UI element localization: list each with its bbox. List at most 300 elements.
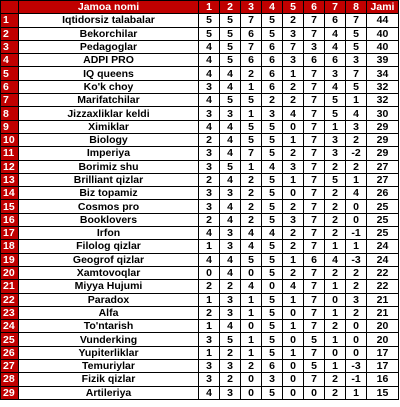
round-7-score: 4 (325, 80, 346, 93)
table-row (1, 346, 399, 359)
table-row (1, 240, 399, 253)
round-8-score: 0 (346, 213, 367, 226)
round-1-score: 5 (199, 14, 220, 27)
table-row (1, 14, 399, 27)
round-5-score: 2 (283, 14, 304, 27)
round-8-score: 7 (346, 14, 367, 27)
rank-cell: 13 (1, 173, 19, 186)
total-score-cell: 25 (367, 213, 399, 226)
round-5-score: 1 (283, 293, 304, 306)
round-6-score: 7 (304, 266, 325, 279)
round-8-score: 1 (346, 173, 367, 186)
rank-cell: 24 (1, 320, 19, 333)
round-3-score: 7 (241, 40, 262, 53)
round-1-score: 3 (199, 373, 220, 386)
team-name-cell: Artileriya (19, 386, 199, 399)
table-row (1, 160, 399, 173)
round-2-score: 3 (220, 227, 241, 240)
round-2-score: 4 (220, 253, 241, 266)
round-1-score: 4 (199, 253, 220, 266)
total-score-cell: 40 (367, 40, 399, 53)
round-8-score: 5 (346, 27, 367, 40)
round-6-score: 6 (304, 253, 325, 266)
round-7-score: 3 (325, 147, 346, 160)
team-name-cell: Irfon (19, 227, 199, 240)
rank-cell: 4 (1, 54, 19, 67)
round-5-score: 3 (283, 27, 304, 40)
round-3-score: 5 (241, 133, 262, 146)
rank-cell: 5 (1, 67, 19, 80)
round-3-score: 2 (241, 173, 262, 186)
round-5-score: 2 (283, 200, 304, 213)
round-8-score: 1 (346, 240, 367, 253)
table-row (1, 173, 399, 186)
round-6-score: 7 (304, 80, 325, 93)
round-8-score: -3 (346, 360, 367, 373)
round-6-score: 7 (304, 27, 325, 40)
total-score-cell: 34 (367, 67, 399, 80)
round-8-score: 1 (346, 386, 367, 399)
round-3-score: 4 (241, 227, 262, 240)
round-8-score: 2 (346, 160, 367, 173)
round-5-score: 3 (283, 54, 304, 67)
round-1-score: 3 (199, 80, 220, 93)
team-name-cell: IQ queens (19, 67, 199, 80)
round-7-score: 1 (325, 306, 346, 319)
round-3-score: 2 (241, 187, 262, 200)
round-4-score: 5 (262, 320, 283, 333)
round-5-score: 0 (283, 306, 304, 319)
team-name-cell: Jizzaxliklar keldi (19, 107, 199, 120)
round-7-score: 6 (325, 14, 346, 27)
team-name-cell: Temuriylar (19, 360, 199, 373)
rank-cell: 27 (1, 360, 19, 373)
round-2-score: 5 (220, 160, 241, 173)
round-1-score: 3 (199, 107, 220, 120)
total-score-cell: 16 (367, 373, 399, 386)
team-name-cell: Brilliant qizlar (19, 173, 199, 186)
total-score-cell: 21 (367, 293, 399, 306)
round-4-score: 5 (262, 333, 283, 346)
table-header (1, 1, 399, 14)
round-1-score: 2 (199, 133, 220, 146)
team-name-cell: Vunderking (19, 333, 199, 346)
round-4-score: 5 (262, 187, 283, 200)
round-5-score: 2 (283, 94, 304, 107)
round-6-score: 5 (304, 360, 325, 373)
total-score-cell: 20 (367, 320, 399, 333)
round-4-score: 3 (262, 373, 283, 386)
round-2-score: 3 (220, 240, 241, 253)
round-4-score: 6 (262, 360, 283, 373)
round-4-score: 5 (262, 133, 283, 146)
header-round-6: 6 (304, 1, 325, 14)
table-row (1, 94, 399, 107)
round-2-score: 3 (220, 306, 241, 319)
round-1-score: 2 (199, 213, 220, 226)
round-5-score: 2 (283, 266, 304, 279)
total-score-cell: 44 (367, 14, 399, 27)
round-1-score: 3 (199, 160, 220, 173)
round-8-score: -1 (346, 373, 367, 386)
round-6-score: 7 (304, 280, 325, 293)
table-row (1, 266, 399, 279)
round-2-score: 4 (220, 133, 241, 146)
table-row (1, 133, 399, 146)
round-7-score: 2 (325, 373, 346, 386)
team-name-cell: ADPI PRO (19, 54, 199, 67)
round-2-score: 4 (220, 266, 241, 279)
round-8-score: 5 (346, 80, 367, 93)
round-8-score: 3 (346, 54, 367, 67)
round-1-score: 4 (199, 227, 220, 240)
rank-cell: 26 (1, 346, 19, 359)
rank-cell: 14 (1, 187, 19, 200)
round-2-score: 2 (220, 280, 241, 293)
round-5-score: 2 (283, 240, 304, 253)
team-name-cell: Bekorchilar (19, 27, 199, 40)
round-4-score: 5 (262, 346, 283, 359)
table-row (1, 27, 399, 40)
round-6-score: 7 (304, 293, 325, 306)
round-5-score: 3 (283, 160, 304, 173)
rank-cell: 20 (1, 266, 19, 279)
round-4-score: 5 (262, 306, 283, 319)
header-round-3: 3 (241, 1, 262, 14)
round-7-score: 5 (325, 107, 346, 120)
round-4-score: 5 (262, 213, 283, 226)
round-4-score: 6 (262, 40, 283, 53)
round-1-score: 4 (199, 94, 220, 107)
round-5-score: 2 (283, 147, 304, 160)
round-1-score: 2 (199, 173, 220, 186)
round-3-score: 1 (241, 107, 262, 120)
round-5-score: 1 (283, 346, 304, 359)
round-1-score: 3 (199, 200, 220, 213)
total-score-cell: 27 (367, 173, 399, 186)
rank-cell: 11 (1, 147, 19, 160)
round-6-score: 7 (304, 120, 325, 133)
round-2-score: 3 (220, 187, 241, 200)
team-name-cell: Xamtovoqlar (19, 266, 199, 279)
round-6-score: 7 (304, 160, 325, 173)
round-3-score: 5 (241, 253, 262, 266)
round-8-score: -2 (346, 147, 367, 160)
round-3-score: 0 (241, 386, 262, 399)
header-round-5: 5 (283, 1, 304, 14)
round-4-score: 4 (262, 160, 283, 173)
round-6-score: 7 (304, 227, 325, 240)
round-7-score: 2 (325, 200, 346, 213)
round-6-score: 0 (304, 386, 325, 399)
round-5-score: 1 (283, 67, 304, 80)
total-score-cell: 29 (367, 147, 399, 160)
round-4-score: 5 (262, 200, 283, 213)
round-8-score: 4 (346, 107, 367, 120)
total-score-cell: 24 (367, 253, 399, 266)
total-score-cell: 29 (367, 133, 399, 146)
round-8-score: 0 (346, 200, 367, 213)
rank-cell: 6 (1, 80, 19, 93)
team-name-cell: Paradox (19, 293, 199, 306)
table-row (1, 253, 399, 266)
total-score-cell: 15 (367, 386, 399, 399)
round-8-score: 0 (346, 320, 367, 333)
team-name-cell: Iqtidorsiz talabalar (19, 14, 199, 27)
round-8-score: 3 (346, 120, 367, 133)
round-3-score: 1 (241, 293, 262, 306)
round-1-score: 3 (199, 147, 220, 160)
round-1-score: 4 (199, 54, 220, 67)
rank-cell: 3 (1, 40, 19, 53)
rank-cell: 1 (1, 14, 19, 27)
rank-cell: 15 (1, 200, 19, 213)
round-7-score: 2 (325, 320, 346, 333)
round-3-score: 2 (241, 200, 262, 213)
rank-cell: 19 (1, 253, 19, 266)
round-2-score: 3 (220, 386, 241, 399)
round-4-score: 5 (262, 147, 283, 160)
team-name-cell: Geogrof qizlar (19, 253, 199, 266)
table-row (1, 293, 399, 306)
round-7-score: 2 (325, 160, 346, 173)
round-8-score: 2 (346, 280, 367, 293)
round-5-score: 0 (283, 386, 304, 399)
round-8-score: 7 (346, 67, 367, 80)
round-2-score: 4 (220, 67, 241, 80)
table-row (1, 386, 399, 399)
round-6-score: 7 (304, 306, 325, 319)
table-row (1, 54, 399, 67)
rank-cell: 9 (1, 120, 19, 133)
round-1-score: 1 (199, 293, 220, 306)
team-name-cell: Ko'k choy (19, 80, 199, 93)
round-1-score: 3 (199, 333, 220, 346)
total-score-cell: 39 (367, 54, 399, 67)
round-4-score: 2 (262, 94, 283, 107)
round-8-score: 4 (346, 187, 367, 200)
round-8-score: 2 (346, 306, 367, 319)
round-6-score: 7 (304, 107, 325, 120)
round-2-score: 5 (220, 94, 241, 107)
round-4-score: 5 (262, 240, 283, 253)
round-2-score: 3 (220, 360, 241, 373)
round-1-score: 2 (199, 280, 220, 293)
team-name-cell: Biology (19, 133, 199, 146)
header-rank (1, 1, 19, 14)
header-round-7: 7 (325, 1, 346, 14)
round-7-score: 6 (325, 54, 346, 67)
round-2-score: 4 (220, 80, 241, 93)
rank-cell: 25 (1, 333, 19, 346)
round-4-score: 5 (262, 253, 283, 266)
rank-cell: 16 (1, 213, 19, 226)
round-5-score: 0 (283, 360, 304, 373)
header-team: Jamoa nomi (19, 1, 199, 14)
round-6-score: 6 (304, 54, 325, 67)
round-8-score: 2 (346, 133, 367, 146)
round-7-score: 1 (325, 360, 346, 373)
round-8-score: 1 (346, 94, 367, 107)
round-2-score: 5 (220, 333, 241, 346)
round-1-score: 4 (199, 386, 220, 399)
table-row (1, 40, 399, 53)
table-row (1, 320, 399, 333)
round-1-score: 5 (199, 27, 220, 40)
round-3-score: 7 (241, 147, 262, 160)
round-6-score: 7 (304, 200, 325, 213)
round-2-score: 5 (220, 54, 241, 67)
header-row (1, 1, 399, 14)
round-4-score: 5 (262, 14, 283, 27)
rank-cell: 2 (1, 27, 19, 40)
rank-cell: 18 (1, 240, 19, 253)
table-body (1, 14, 399, 400)
round-3-score: 1 (241, 160, 262, 173)
team-name-cell: Miyya Hujumi (19, 280, 199, 293)
round-5-score: 1 (283, 173, 304, 186)
total-score-cell: 20 (367, 333, 399, 346)
round-6-score: 7 (304, 173, 325, 186)
rank-cell: 10 (1, 133, 19, 146)
round-5-score: 7 (283, 40, 304, 53)
round-1-score: 4 (199, 120, 220, 133)
total-score-cell: 32 (367, 94, 399, 107)
round-4-score: 5 (262, 27, 283, 40)
round-1-score: 2 (199, 306, 220, 319)
round-7-score: 1 (325, 280, 346, 293)
team-name-cell: Pedagoglar (19, 40, 199, 53)
round-3-score: 1 (241, 306, 262, 319)
round-3-score: 2 (241, 213, 262, 226)
rank-cell: 8 (1, 107, 19, 120)
round-2-score: 3 (220, 107, 241, 120)
round-4-score: 5 (262, 120, 283, 133)
round-2-score: 5 (220, 14, 241, 27)
round-5-score: 2 (283, 227, 304, 240)
team-name-cell: Fizik qizlar (19, 373, 199, 386)
round-1-score: 1 (199, 240, 220, 253)
total-score-cell: 26 (367, 187, 399, 200)
round-3-score: 7 (241, 14, 262, 27)
round-8-score: 0 (346, 333, 367, 346)
round-6-score: 3 (304, 40, 325, 53)
header-round-8: 8 (346, 1, 367, 14)
round-2-score: 3 (220, 293, 241, 306)
header-total: Jami (367, 1, 399, 14)
total-score-cell: 40 (367, 27, 399, 40)
round-3-score: 6 (241, 27, 262, 40)
round-2-score: 4 (220, 173, 241, 186)
round-3-score: 1 (241, 346, 262, 359)
round-7-score: 4 (325, 253, 346, 266)
total-score-cell: 25 (367, 227, 399, 240)
team-name-cell: Booklovers (19, 213, 199, 226)
round-6-score: 7 (304, 346, 325, 359)
round-7-score: 0 (325, 346, 346, 359)
rank-cell: 22 (1, 293, 19, 306)
total-score-cell: 32 (367, 80, 399, 93)
table-row (1, 200, 399, 213)
rank-cell: 29 (1, 386, 19, 399)
round-3-score: 4 (241, 280, 262, 293)
round-3-score: 0 (241, 266, 262, 279)
team-name-cell: Marifatchilar (19, 94, 199, 107)
table-row (1, 107, 399, 120)
round-2-score: 4 (220, 120, 241, 133)
round-5-score: 0 (283, 120, 304, 133)
total-score-cell: 30 (367, 107, 399, 120)
round-7-score: 0 (325, 293, 346, 306)
team-name-cell: To'ntarish (19, 320, 199, 333)
team-name-cell: Alfa (19, 306, 199, 319)
table-row (1, 67, 399, 80)
table-row (1, 333, 399, 346)
round-7-score: 5 (325, 173, 346, 186)
total-score-cell: 25 (367, 200, 399, 213)
table-row (1, 306, 399, 319)
round-2-score: 4 (220, 200, 241, 213)
round-1-score: 4 (199, 67, 220, 80)
round-7-score: 2 (325, 213, 346, 226)
total-score-cell: 22 (367, 280, 399, 293)
rank-cell: 12 (1, 160, 19, 173)
round-6-score: 7 (304, 133, 325, 146)
round-4-score: 6 (262, 54, 283, 67)
table-row (1, 213, 399, 226)
table-row (1, 373, 399, 386)
round-7-score: 5 (325, 94, 346, 107)
total-score-cell: 22 (367, 266, 399, 279)
team-name-cell: Imperiya (19, 147, 199, 160)
round-4-score: 3 (262, 107, 283, 120)
header-round-1: 1 (199, 1, 220, 14)
round-1-score: 3 (199, 187, 220, 200)
round-1-score: 4 (199, 40, 220, 53)
round-8-score: -1 (346, 227, 367, 240)
round-3-score: 6 (241, 54, 262, 67)
round-5-score: 1 (283, 320, 304, 333)
round-5-score: 0 (283, 333, 304, 346)
round-1-score: 3 (199, 360, 220, 373)
round-6-score: 7 (304, 14, 325, 27)
table-row (1, 120, 399, 133)
team-name-cell: Borimiz shu (19, 160, 199, 173)
round-4-score: 6 (262, 80, 283, 93)
rank-cell: 28 (1, 373, 19, 386)
team-name-cell: Filolog qizlar (19, 240, 199, 253)
round-4-score: 5 (262, 266, 283, 279)
round-7-score: 1 (325, 120, 346, 133)
round-4-score: 5 (262, 293, 283, 306)
table-row (1, 187, 399, 200)
round-4-score: 5 (262, 173, 283, 186)
round-7-score: 4 (325, 27, 346, 40)
round-6-score: 7 (304, 240, 325, 253)
rank-cell: 17 (1, 227, 19, 240)
round-5-score: 4 (283, 107, 304, 120)
total-score-cell: 21 (367, 306, 399, 319)
round-2-score: 2 (220, 373, 241, 386)
round-2-score: 4 (220, 320, 241, 333)
total-score-cell: 29 (367, 120, 399, 133)
round-7-score: 2 (325, 187, 346, 200)
total-score-cell: 24 (367, 240, 399, 253)
round-8-score: 2 (346, 266, 367, 279)
header-round-4: 4 (262, 1, 283, 14)
round-3-score: 0 (241, 373, 262, 386)
round-2-score: 4 (220, 213, 241, 226)
